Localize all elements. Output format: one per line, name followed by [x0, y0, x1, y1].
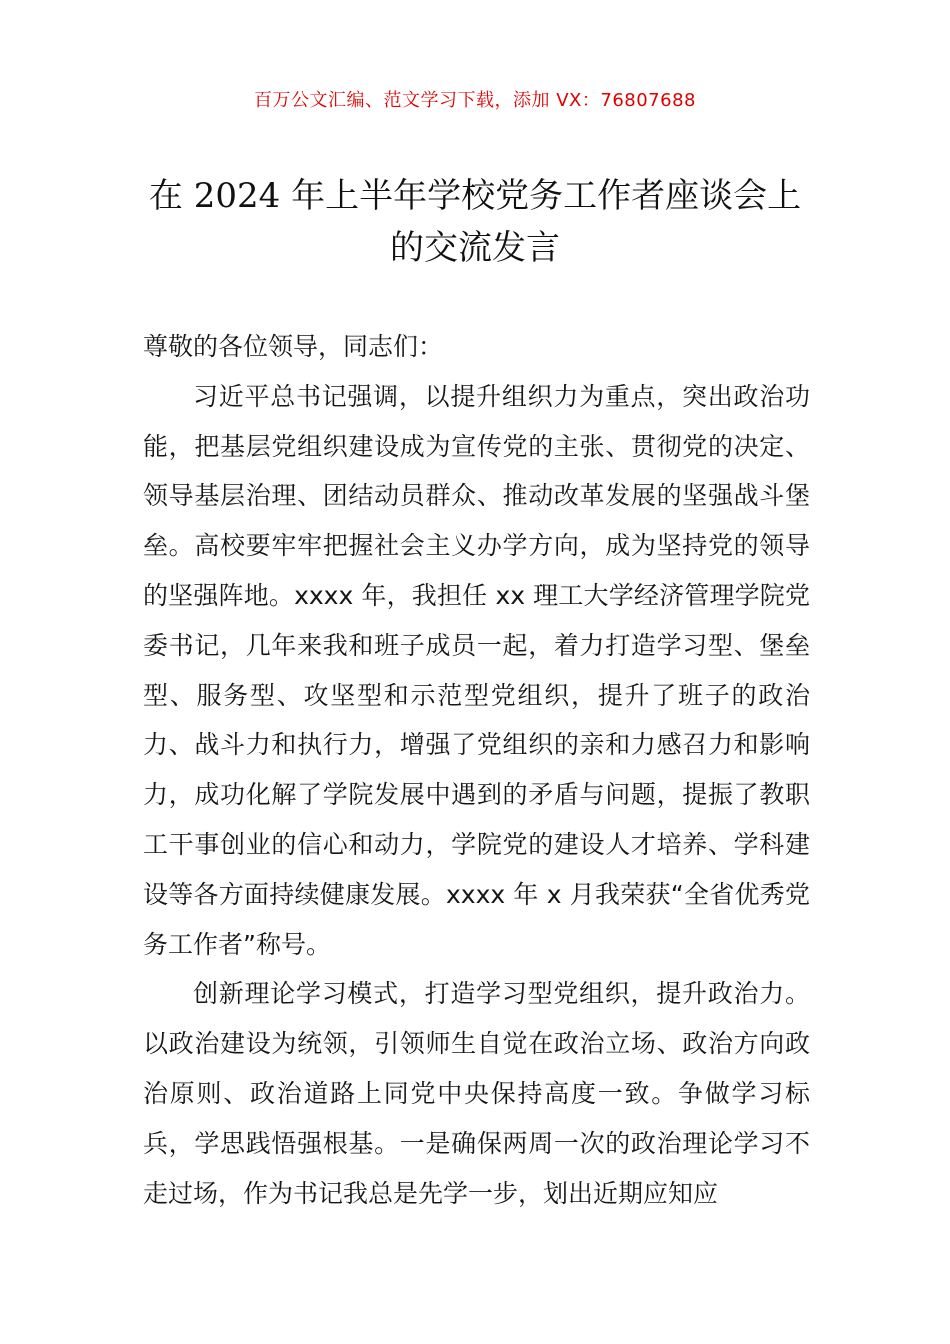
header-note: 百万公文汇编、范文学习下载，添加 VX：76807688: [254, 90, 696, 111]
title-line-1: 在 2024 年上半年学校党务工作者座谈会上: [148, 176, 802, 216]
document-body: [143, 322, 810, 1218]
title-line-2: 的交流发言: [390, 228, 560, 268]
paragraph-2: 创新理论学习模式，打造学习型党组织，提升政治力。以政治建设为统领，引领师生自觉在政治立场、政治方向政治原则、政治道路上同党中央保持高度一致。争做学习标兵，学思践悟强根基。一是确保两周一次的政治理论学习不走过场，作为书记我总是先学一步，划出近期应知应: [143, 979, 810, 1208]
paragraph-1: 习近平总书记强调，以提升组织力为重点，突出政治功能，把基层党组织建设成为宣传党的主张、贯彻党的决定、领导基层治理、团结动员群众、推动改革发展的坚强战斗堡垒。高校要牢牢把握社会主义办学方向，成为坚持党的领导的坚强阵地。xxxx 年，我担任 xx 理工大学经济管理学院党委书记，几年来我和班子成员一起，着力打造学习型、堡垒型、服务型、攻坚型和示范型党组织，提升了班子的政治力、战斗力和执行力，增强了党组织的亲和力感召力和影响力，成功化解了学院发展中遇到的矛盾与问题，提振了教职工干事创业的信心和动力，学院党的建设人才培养、学科建设等各方面持续健康发展。xxxx 年 x 月我荣获“全省优秀党务工作者”称号。: [143, 381, 810, 959]
salutation: 尊敬的各位领导，同志们：: [143, 332, 444, 361]
document-title: [100, 170, 850, 274]
